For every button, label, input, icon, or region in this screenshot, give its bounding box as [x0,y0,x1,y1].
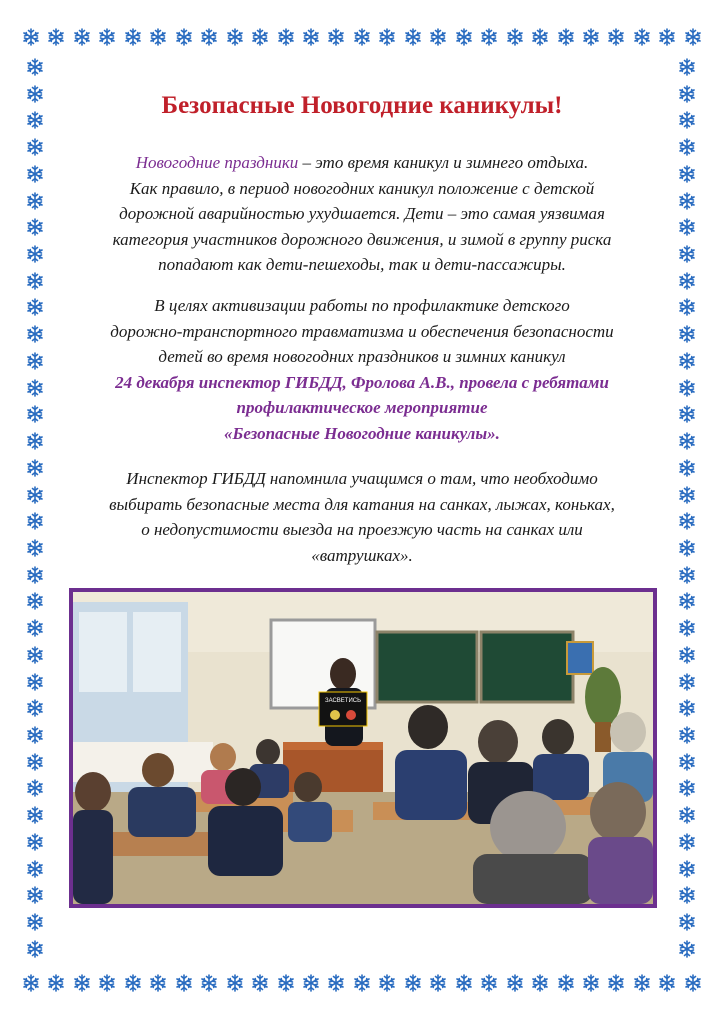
snowflake-icon [678,753,696,771]
snowflake-icon [678,566,696,584]
snowflake-icon [124,974,142,992]
paragraph-1-line-4: категория участников дорожного движения, и зимой в группу риска [112,229,612,249]
snowflake-icon [678,459,696,477]
paragraph-2-line-1: В целях активизации работы по профилактике детского [154,296,570,315]
snowflake-icon [678,138,696,156]
paragraph-2-line-3: детей во время новогодних праздников и зимних каникул [158,347,566,366]
snowflake-icon [149,974,167,992]
snowflake-icon [480,28,498,46]
snowflake-icon [678,806,696,824]
snowflake-icon [302,28,320,46]
snowflake-icon [327,28,345,46]
snowflake-icon [22,974,40,992]
snowflake-icon [26,753,44,771]
snowflake-icon [26,432,44,450]
snowflake-icon [200,28,218,46]
snowflake-icon [678,860,696,878]
snowflake-icon [429,974,447,992]
snowflake-icon [378,974,396,992]
paragraph-3-line-4: «ватрушках». [311,545,413,565]
snowflake-icon [678,512,696,530]
paragraph-1-line-1-rest: – это время каникул и зимнего отдыха. [298,153,589,172]
snowflake-icon [26,58,44,76]
highlight-holidays: Новогодние праздники [135,153,299,172]
snowflake-icon [678,352,696,370]
snowflake-icon [678,833,696,851]
snowflake-icon [557,974,575,992]
snowflake-icon [175,974,193,992]
snowflake-icon [607,974,625,992]
snowflake-icon [26,245,44,263]
snowflake-icon [26,405,44,423]
snowflake-icon [26,298,44,316]
snowflake-icon [26,860,44,878]
snowflake-icon [26,779,44,797]
snowflake-icon [175,28,193,46]
snowflake-icon [26,459,44,477]
snowflake-icon [678,886,696,904]
snowflake-icon [26,619,44,637]
snowflake-icon [607,28,625,46]
snowflake-icon [26,566,44,584]
snowflake-icon [353,28,371,46]
snowflake-icon [26,138,44,156]
snowflake-icon [678,298,696,316]
snowflake-icon [429,28,447,46]
snowflake-icon [531,974,549,992]
snowflake-icon [26,646,44,664]
snowflake-icon [378,28,396,46]
snowflake-icon [678,85,696,103]
snowflake-icon [277,974,295,992]
snowflake-icon [226,28,244,46]
snowflake-icon [678,405,696,423]
snowflake-icon [678,111,696,129]
snowflake-icon [98,28,116,46]
snowflake-icon [26,726,44,744]
snowflake-icon [251,974,269,992]
snowflake-icon [582,974,600,992]
snowflake-icon [26,512,44,530]
snowflake-icon [26,379,44,397]
snowflake-icon [633,974,651,992]
snowflake-icon [302,974,320,992]
snowflake-icon [251,28,269,46]
snowflake-icon [353,974,371,992]
snowflake-icon [47,28,65,46]
snowflake-icon [678,726,696,744]
snowflake-icon [684,28,702,46]
snowflake-icon [26,486,44,504]
paragraph-3-line-2: выбирать безопасные места для катания на санках, лыжах, коньках, [109,494,615,514]
snowflake-icon [531,28,549,46]
snowflake-icon [149,28,167,46]
snowflake-icon [47,974,65,992]
snowflake-icon [327,974,345,992]
snowflake-icon [684,974,702,992]
snowflake-icon [277,28,295,46]
snowflake-icon [26,833,44,851]
snowflake-icon [26,352,44,370]
snowflake-icon [678,913,696,931]
paragraph-2-line-4: 24 декабря инспектор ГИБДД, Фролова А.В., провела с ребятами [115,372,609,392]
snowflake-icon [26,940,44,958]
snowflake-icon [678,432,696,450]
snowflake-icon [633,28,651,46]
snowflake-icon [26,85,44,103]
snowflake-icon [26,913,44,931]
snowflake-icon [26,592,44,610]
snowflake-icon [73,28,91,46]
paragraph-2-line-2: дорожно-транспортного травматизма и обеспечения безопасности [110,321,614,341]
snowflake-icon [26,218,44,236]
snowflake-icon [678,592,696,610]
snowflake-icon [26,673,44,691]
paragraph-2 [60,293,664,446]
paragraph-3-line-1: Инспектор ГИБДД напомнила учащимся о там, что необходимо [126,469,598,488]
snowflake-icon [455,28,473,46]
snowflake-icon [678,779,696,797]
snowflake-icon [26,111,44,129]
snowflake-icon [26,806,44,824]
snowflake-icon [678,619,696,637]
snowflake-icon [404,28,422,46]
snowflake-icon [678,58,696,76]
poster-text: ЗАСВЕТИСЬ [324,698,362,704]
paragraph-3 [60,466,664,568]
paragraph-2-line-5: профилактическое мероприятие [236,398,488,417]
snowflake-icon [404,974,422,992]
snowflake-icon [678,218,696,236]
snowflake-icon [480,974,498,992]
border-top [22,28,702,48]
snowflake-icon [678,539,696,557]
snowflake-icon [557,28,575,46]
paragraph-1-line-1 [60,150,664,176]
paragraph-2-line-6: «Безопасные Новогодние каникулы». [224,423,500,443]
border-right [678,58,698,958]
snowflake-icon [73,974,91,992]
snowflake-icon [678,379,696,397]
page-title: Безопасные Новогодние каникулы! [161,92,563,119]
snowflake-icon [506,974,524,992]
snowflake-icon [26,192,44,210]
snowflake-icon [26,699,44,717]
snowflake-icon [26,272,44,290]
snowflake-icon [124,28,142,46]
snowflake-icon [98,974,116,992]
snowflake-icon [678,245,696,263]
snowflake-icon [26,325,44,343]
snowflake-icon [582,28,600,46]
paragraph-1 [60,150,664,278]
paragraph-1-line-3: дорожной аварийностью ухудшается. Дети – это самая уязвимая [119,204,605,223]
border-left [26,58,46,958]
snowflake-icon [678,940,696,958]
paragraph-1-line-2: Как правило, в период новогодних каникул положение с детской [129,178,595,198]
paragraph-1-line-5: попадают как дети-пешеходы, так и дети-пассажиры. [158,255,566,274]
snowflake-icon [678,699,696,717]
snowflake-icon [678,646,696,664]
snowflake-icon [678,673,696,691]
border-bottom [22,974,702,994]
snowflake-icon [678,325,696,343]
paragraph-3-line-3: о недопустимости выезда на проезжую часть на санках или [141,520,583,539]
snowflake-icon [22,28,40,46]
snowflake-icon [678,192,696,210]
snowflake-icon [678,165,696,183]
snowflake-icon [658,28,676,46]
snowflake-icon [678,486,696,504]
snowflake-icon [678,272,696,290]
snowflake-icon [26,539,44,557]
snowflake-icon [200,974,218,992]
snowflake-icon [26,165,44,183]
snowflake-icon [455,974,473,992]
snowflake-icon [506,28,524,46]
snowflake-icon [26,886,44,904]
snowflake-icon [658,974,676,992]
classroom-photo [69,588,657,908]
snowflake-icon [226,974,244,992]
